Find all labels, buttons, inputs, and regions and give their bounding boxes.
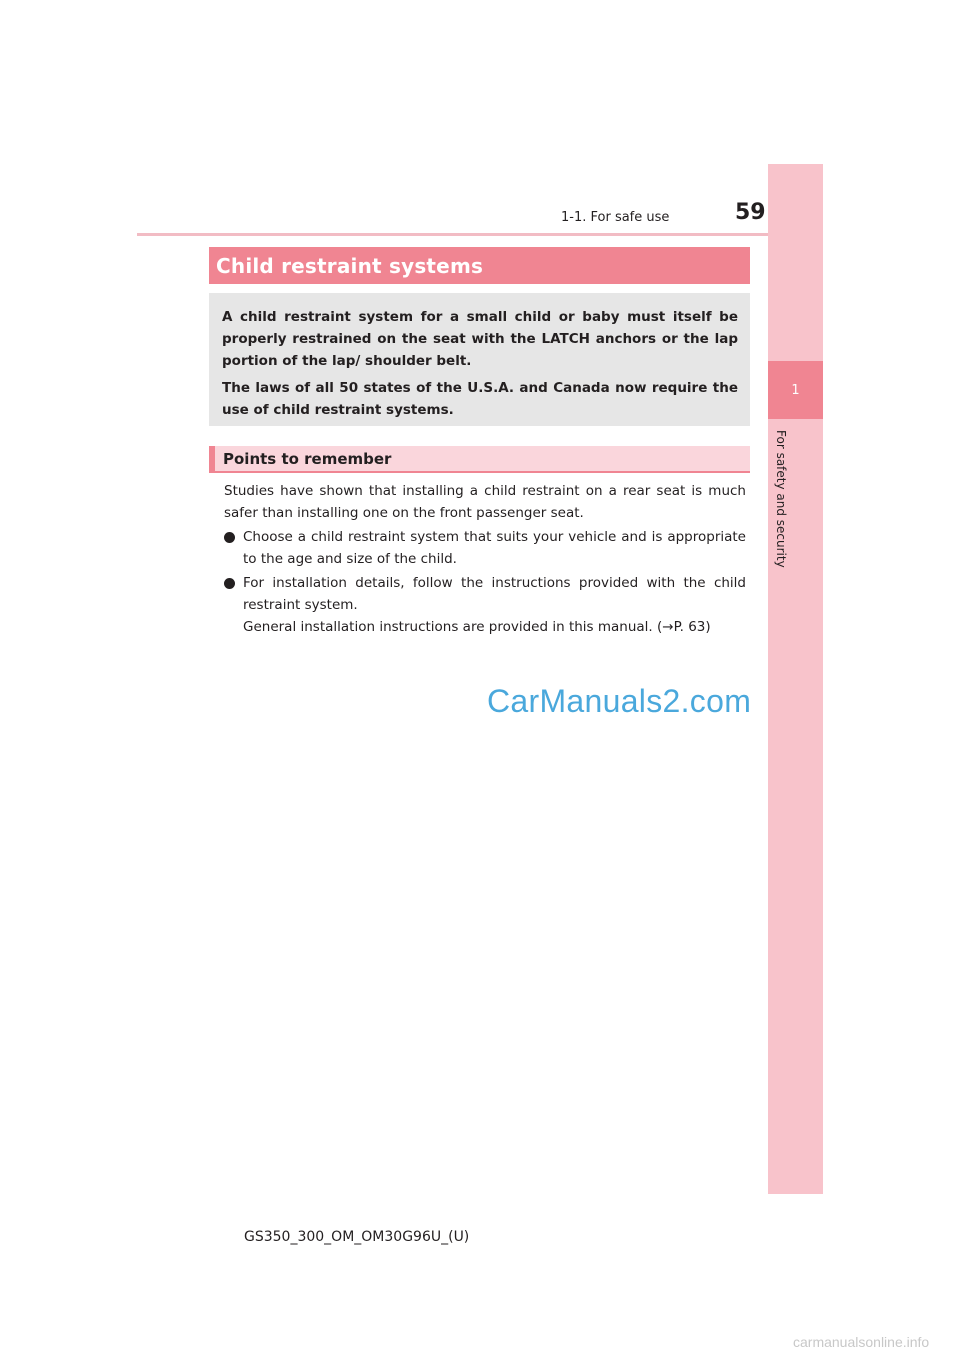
document-code: GS350_300_OM_OM30G96U_(U): [244, 1229, 470, 1245]
bullet-text: Choose a child restraint system that suits your vehicle and is appropriate to the age and size of the child.: [243, 529, 746, 567]
chapter-number: 1: [791, 382, 800, 398]
body-paragraph: Studies have shown that installing a child restraint on a rear seat is much safer than installing one on the front passenger seat.: [224, 483, 746, 521]
watermark-logo: CarManuals2.com: [487, 683, 752, 719]
page-reference-note: General installation instructions are provided in this manual. (→P. 63): [243, 619, 711, 635]
subsection-title: Points to remember: [223, 449, 392, 468]
section-title: Child restraint systems: [216, 253, 484, 278]
footer-site-watermark: carmanualsonline.info: [793, 1334, 930, 1350]
section-title-bar: [209, 247, 750, 284]
running-header-section: 1-1. For safe use: [561, 210, 670, 225]
intro-paragraph: A child restraint system for a small child or baby must itself be properly restrained on the seat with the LATCH anchors or the lap portion of the lap/ shoulder belt.: [222, 309, 738, 369]
subsection-title-bar: [209, 446, 750, 473]
bullet-text: For installation details, follow the instructions provided with the child restraint system.: [243, 575, 746, 613]
page-number: 59: [735, 200, 766, 225]
bullet-item: [224, 526, 746, 570]
bullet-item: [224, 572, 746, 638]
subsection-body: [224, 480, 746, 638]
chapter-side-tab: [768, 164, 823, 1194]
bullet-dot-icon: [224, 532, 235, 543]
intro-paragraph: The laws of all 50 states of the U.S.A. and Canada now require the use of child restraint systems.: [222, 380, 738, 418]
chapter-title: For safety and security: [774, 430, 788, 568]
header-rule: [137, 233, 823, 236]
bullet-dot-icon: [224, 578, 235, 589]
chapter-number-block: [768, 361, 823, 419]
intro-box: [209, 293, 750, 426]
